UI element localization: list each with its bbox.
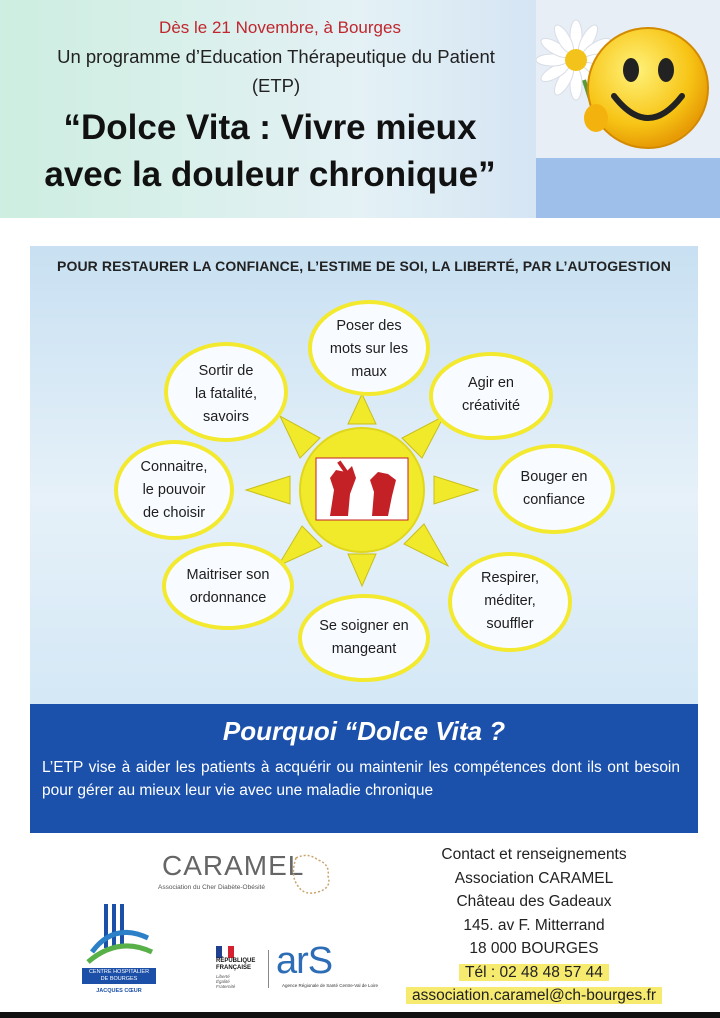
contact-city: 18 000 BOURGES: [469, 940, 599, 957]
bubble-label-fatalite: Sortir de la fatalité, savoirs: [194, 363, 258, 425]
ars-logo: arS: [276, 940, 333, 982]
caramel-logo: CARAMEL: [162, 850, 305, 881]
ars-subtitle: Agence Régionale de Santé Centre-Val de Loire: [282, 983, 378, 988]
bubble-label-mangeant: Se soigner en mangeant: [319, 618, 409, 657]
logo-divider: [268, 950, 269, 988]
republique-motto: Liberté Égalité Fraternité: [216, 974, 236, 989]
program-line: Un programme d’Education Thérapeutique du Patient: [57, 46, 495, 67]
header-accent-strip: [536, 158, 720, 218]
date-line: Dès le 21 Novembre, à Bourges: [159, 18, 401, 37]
french-flag-icon: [216, 946, 234, 958]
caramel-map-icon: [288, 852, 334, 896]
diagram-heading: POUR RESTAURER LA CONFIANCE, L’ESTIME DE SOI, LA LIBERTÉ, PAR L’AUTOGESTION: [57, 258, 671, 274]
ray-top: [348, 394, 376, 424]
hospital-logo-icon: [84, 902, 156, 968]
bubble-label-respirer: Respirer, méditer, souffler: [480, 570, 540, 632]
republique-francaise-logo: RÉPUBLIQUE FRANÇAISE: [216, 958, 256, 971]
contact-heading: Contact et renseignements: [441, 846, 627, 863]
hospital-name: CENTRE HOSPITALIER DE BOURGES: [82, 968, 156, 984]
ray-bottom-right: [404, 524, 448, 566]
smiley-daisy-image: [536, 0, 720, 158]
bubble-label-connaitre: Connaitre, le pouvoir de choisir: [140, 459, 208, 521]
contact-phone[interactable]: Tél : 02 48 48 57 44: [459, 964, 609, 981]
why-body: L’ETP vise à aider les patients à acquérir ou maintenir les compétences dont ils ont besoin pour gérer au mieux leur vie avec une maladie chronique: [42, 759, 680, 799]
contact-email-link[interactable]: association.caramel@ch-bourges.fr: [406, 987, 662, 1004]
ray-bottom: [348, 554, 376, 586]
why-title: Pourquoi “Dolce Vita ?: [222, 716, 506, 746]
contact-org: Association CARAMEL: [454, 869, 614, 887]
hospital-subname: JACQUES CŒUR: [96, 988, 142, 994]
contact-block: [398, 843, 670, 1008]
center-emblem: [316, 458, 408, 520]
bottom-border: [0, 1012, 720, 1018]
bubble-label-ordonnance: Maitriser son ordonnance: [186, 567, 270, 606]
page-title: [0, 104, 540, 198]
contact-place: Château des Gadeaux: [456, 893, 612, 910]
bubble-label-mots: Poser des mots sur les maux: [329, 318, 409, 380]
ray-left: [246, 476, 290, 504]
contact-street: 145. av F. Mitterrand: [463, 916, 605, 934]
bubble-label-creativite: Agir en créativité: [461, 375, 521, 414]
ray-right: [434, 476, 478, 504]
title-line-2: avec la douleur chronique”: [44, 155, 496, 194]
program-acronym: (ETP): [251, 75, 301, 96]
bubble-label-bouger: Bouger en confiance: [520, 469, 588, 508]
caramel-subtitle: Association du Cher Diabète-Obésité: [158, 884, 265, 891]
title-line-1: “Dolce Vita : Vivre mieux: [63, 108, 477, 147]
